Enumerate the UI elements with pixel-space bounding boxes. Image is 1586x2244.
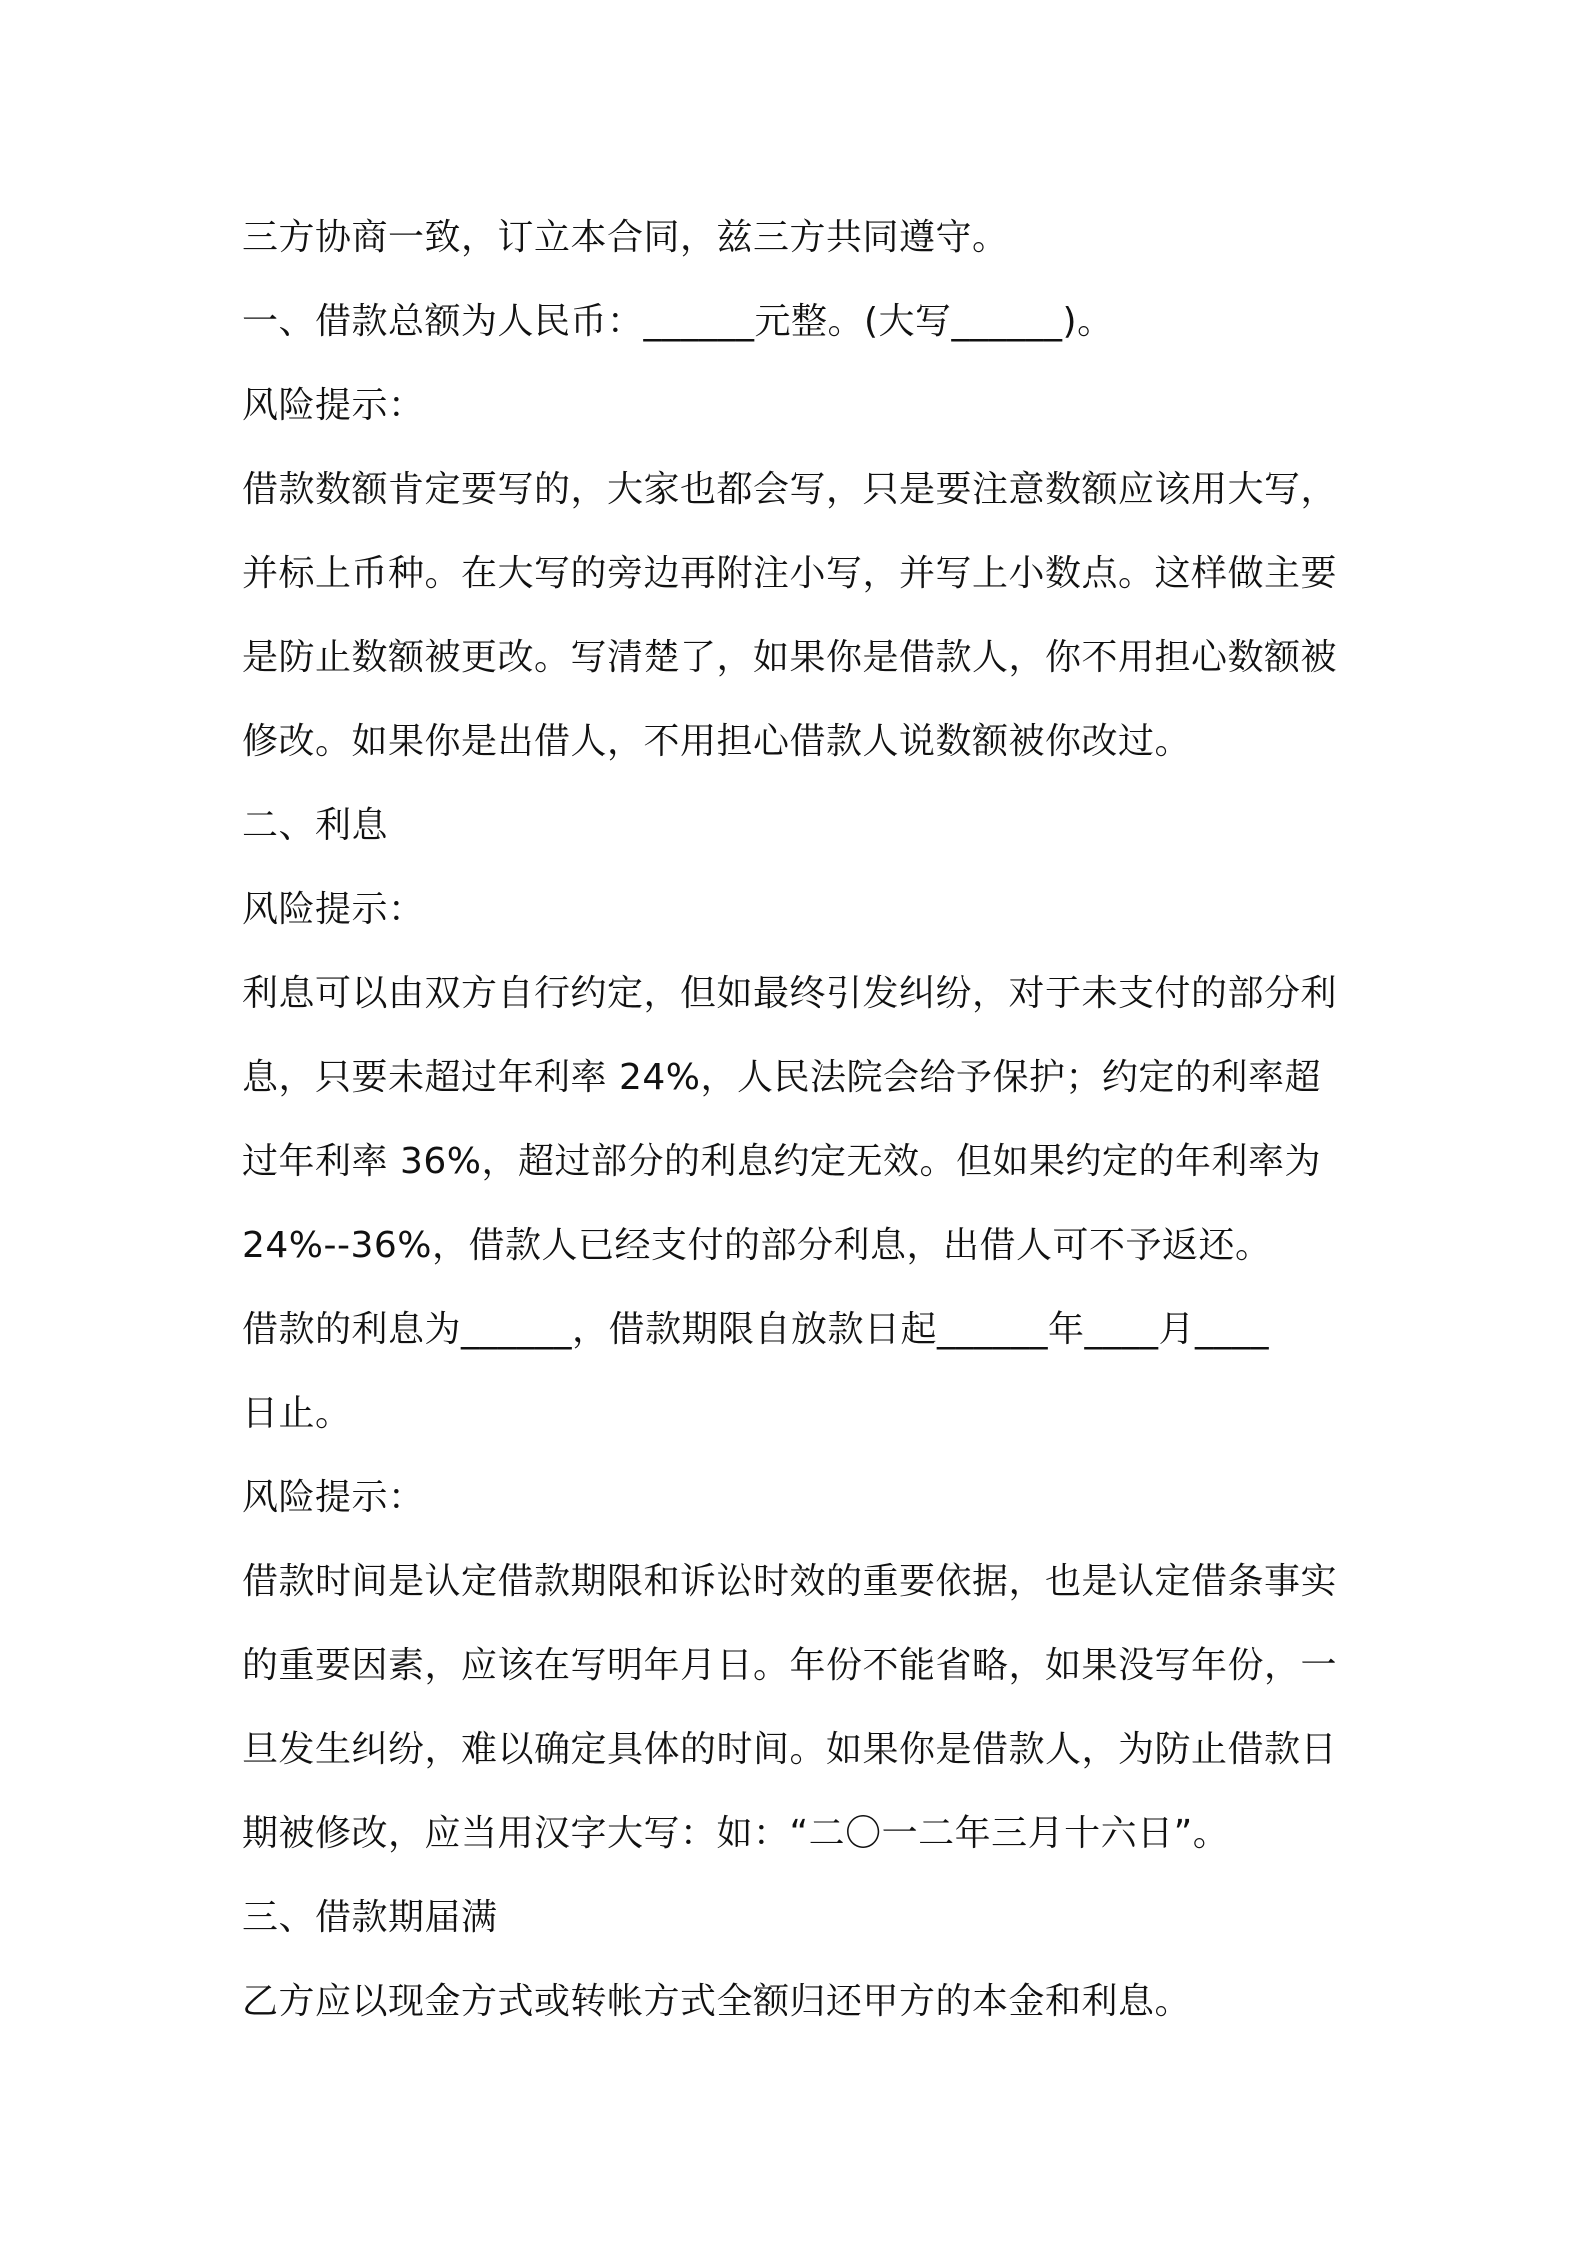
paragraph-line: 过年利率 36%，超过部分的利息约定无效。但如果约定的年利率为: [242, 1141, 1321, 1182]
paragraph-line: 期被修改，应当用汉字大写：如：“二〇一二年三月十六日”。: [242, 1813, 1230, 1854]
paragraph-line: 24%--36%，借款人已经支付的部分利息，出借人可不予返还。: [242, 1225, 1272, 1266]
section-1-heading: 一、借款总额为人民币：______元整。(大写______)。: [242, 301, 1114, 342]
risk-tip-label-2: 风险提示：: [242, 889, 425, 930]
paragraph-line: 修改。如果你是出借人，不用担心借款人说数额被你改过。: [242, 721, 1192, 762]
intro-line: 三方协商一致，订立本合同，兹三方共同遵守。: [242, 217, 1009, 258]
paragraph-line: 是防止数额被更改。写清楚了，如果你是借款人，你不用担心数额被: [242, 637, 1338, 678]
paragraph-line: 利息可以由双方自行约定，但如最终引发纠纷，对于未支付的部分利: [242, 973, 1338, 1014]
risk-tip-label-3: 风险提示：: [242, 1477, 425, 1518]
paragraph-line: 借款时间是认定借款期限和诉讼时效的重要依据，也是认定借条事实: [242, 1561, 1338, 1602]
interest-term-line: 借款的利息为______，借款期限自放款日起______年____月____: [242, 1309, 1270, 1350]
section-2-heading: 二、利息: [242, 805, 389, 846]
paragraph-line: 的重要因素，应该在写明年月日。年份不能省略，如果没写年份，一: [242, 1645, 1338, 1686]
paragraph-line: 借款数额肯定要写的，大家也都会写，只是要注意数额应该用大写，: [242, 469, 1338, 510]
paragraph-line: 旦发生纠纷，难以确定具体的时间。如果你是借款人，为防止借款日: [242, 1729, 1338, 1770]
paragraph-line: 息，只要未超过年利率 24%，人民法院会给予保护；约定的利率超: [242, 1057, 1321, 1098]
repayment-line: 乙方应以现金方式或转帐方式全额归还甲方的本金和利息。: [242, 1981, 1192, 2022]
interest-term-line-end: 日止。: [242, 1393, 352, 1434]
paragraph-line: 并标上币种。在大写的旁边再附注小写，并写上小数点。这样做主要: [242, 553, 1338, 594]
risk-tip-label-1: 风险提示：: [242, 385, 425, 426]
section-3-heading: 三、借款期届满: [242, 1897, 498, 1938]
document-body: [242, 196, 1362, 2044]
